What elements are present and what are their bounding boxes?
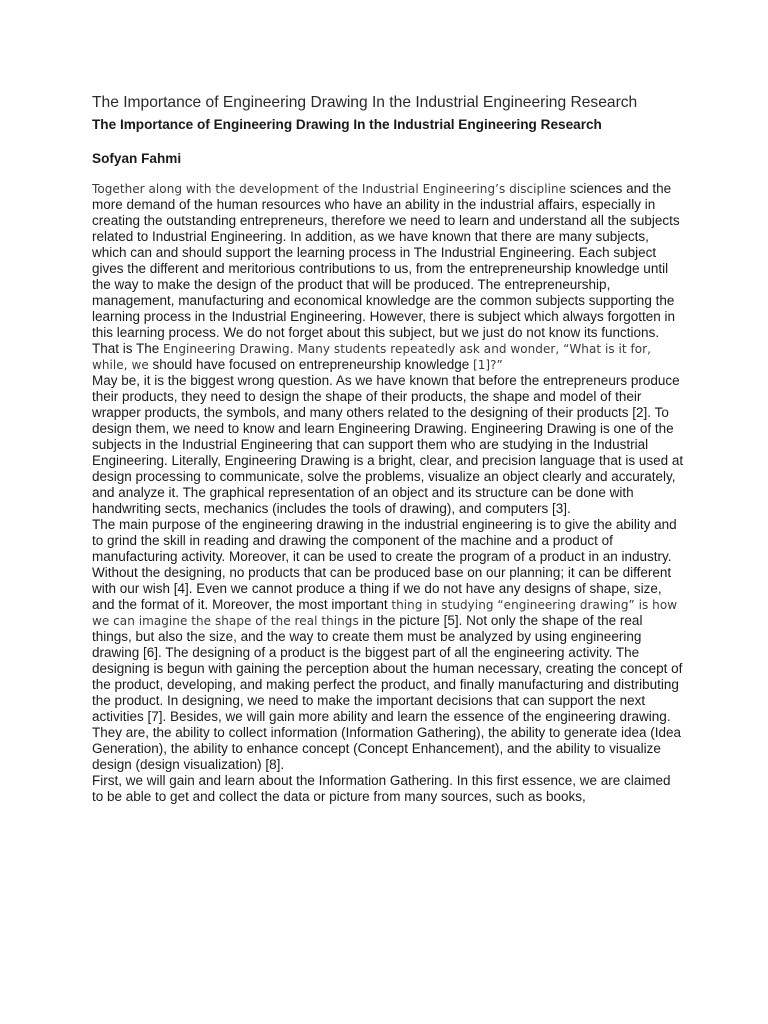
document-title: The Importance of Engineering Drawing In the Industrial Engineering Research: [92, 94, 638, 111]
paragraph-1-lead: Together along with the development of the Industrial Engineering’s discipline: [92, 182, 567, 196]
paragraph-3-main: The main purpose of the engineering drawing in the industrial engineering is to give the ability and to grind the skill in reading and drawing the component of the machine and a product of manufacturing activity. Moreover, it can be used to create the program of a product in an industry. Without the designing, no products that can be produced base on our planning; it can be different with our wish [4]. Even we cannot produce a thing if we do not have any designs of shape, size, and the format of it. Moreover, the most important: [92, 517, 677, 612]
document-body: [92, 181, 684, 805]
paragraph-1-main: sciences and the more demand of the human resources who have an ability in the industrial affairs, especially in creating the outstanding entrepreneurs, therefore we need to learn and understand all the subjects related to Industrial Engineering. In addition, as we have known that there are many subjects, which can and should support the learning process in The Industrial Engineering. Each subject gives the different and meritorious contributions to us, from the entrepreneurship knowledge until the way to make the design of the product that will be produced. The entrepreneurship, management, manufacturing and economical knowledge are the common subjects supporting the learning process in the Industrial Engineering. However, there is subject which always forgotten in this learning process. We do not forget about this subject, but we just do not know its functions. That is The: [92, 181, 680, 356]
paragraph-3-tail: in the picture [5]. Not only the shape of the real things, but also the size, and the way to create them must be analyzed by using engineering drawing [6]. The designing of a product is the biggest part of all the engineering activity. The designing is begun with gaining the perception about the human necessary, creating the concept of the product, developing, and making perfect the product, and finally manufacturing and distributing the product. In designing, we need to make the important decisions that can support the next activities [7]. Besides, we will gain more ability and learn the essence of the engineering drawing. They are, the ability to collect information (Information Gathering), the ability to generate idea (Idea Generation), the ability to enhance concept (Concept Enhancement), and the ability to visualize design (design visualization) [8].: [92, 613, 683, 772]
paragraph-1-soft: Engineering Drawing. Many students repeatedly ask and wonder, “What is it for, while, we: [92, 342, 652, 372]
document-page: [92, 94, 684, 805]
paragraph-4-main: First, we will gain and learn about the Information Gathering. In this first essence, we are claimed to be able to get and collect the data or picture from many sources, such as books,: [92, 773, 671, 804]
paragraph-1-tail: should have focused on entrepreneurship knowledge: [148, 357, 473, 372]
paragraph-4: [92, 773, 684, 805]
document-subtitle: The Importance of Engineering Drawing In the Industrial Engineering Research: [92, 117, 602, 132]
paragraph-2: [92, 373, 684, 517]
paragraph-1: [92, 181, 684, 373]
paragraph-3: [92, 517, 684, 773]
paragraph-2-main: May be, it is the biggest wrong question. As we have known that before the entrepreneurs produce their products, they need to design the shape of their products, the shape and model of their wrapper products, the symbols, and many others related to the designing of their products [2]. To design them, we need to know and learn Engineering Drawing. Engineering Drawing is one of the subjects in the Industrial Engineering that can support them who are studying in the Industrial Engineering. Literally, Engineering Drawing is a bright, clear, and precision language that is used at design processing to communicate, solve the problems, visualize an object clearly and accurately, and analyze it. The graphical representation of an object and its structure can be done with handwriting sects, mechanics (includes the tools of drawing), and computers [3].: [92, 373, 684, 516]
paragraph-1-end: [1]?”: [472, 358, 503, 372]
paragraph-3-soft: thing in studying “engineering drawing” is how we can imagine the shape of the real things: [92, 598, 678, 628]
document-author: Sofyan Fahmi: [92, 151, 182, 166]
